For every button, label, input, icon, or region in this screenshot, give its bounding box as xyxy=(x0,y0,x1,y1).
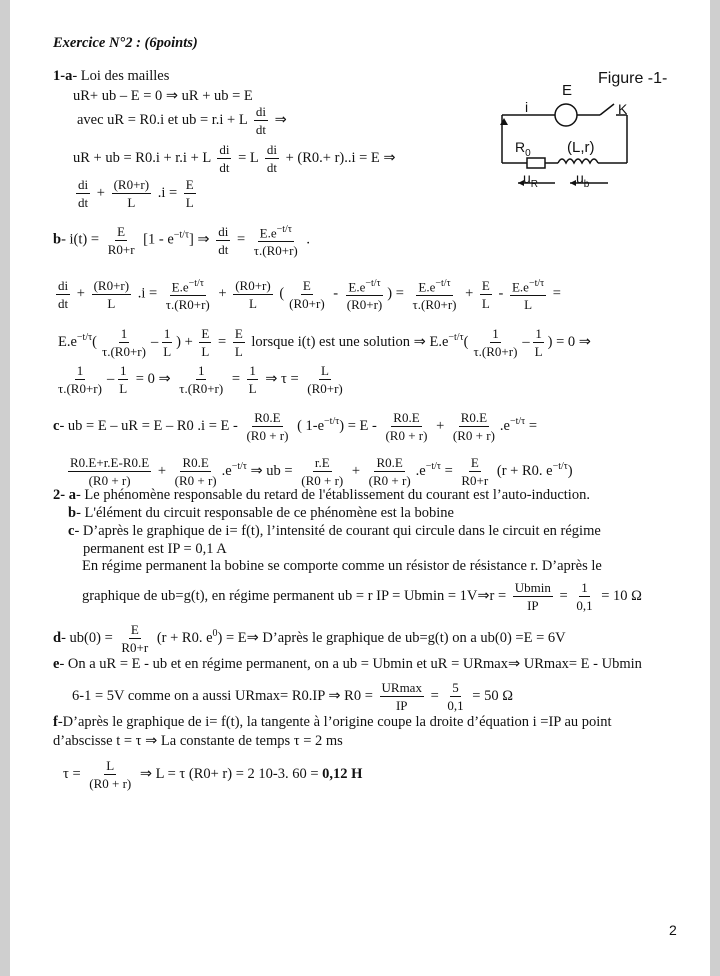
figure-R0: $R_0$ xyxy=(515,139,531,159)
figure-K: K xyxy=(618,101,628,117)
q2a-text: 2- a- Le phénomène responsable du retard de l'établissement du courant est l’auto-induction. xyxy=(53,487,590,503)
q1c-line1: c- ub = E – uR = E – R0 .i = E - $\frac{R0.E}{(R0 + r)}$ ( $1-e^{-t/\tau}) = E$ - $\frac{R0.E}{(R0 + r)}$ + $\frac{R0.E}{(R0 + r)}$ $.e^{-t/\tau}$ = xyxy=(53,410,537,443)
figure-E: E xyxy=(562,82,573,99)
q2c-text3: En régime permanent la bobine se comporte comme un résistor de résistance r. D’après le xyxy=(82,558,602,574)
q2f-formula: τ = $\frac{L}{(R0 + r)}$ ⇒ L = τ (R0+ r) = 2 10-3. 60 = 0,12 H xyxy=(63,758,363,791)
figure-label: Figure -1- xyxy=(598,70,668,87)
q2c-text1: c- D’après le graphique de i= f(t), l’intensité de courant qui circule dans le circuit en régime xyxy=(68,523,601,539)
q1b-line1: b- i(t) = $\frac{E}{R0+r}$ $[1 - e^{-t/\tau}]$ ⇒ $\frac{di}{dt}$ = $\frac{E.e^{-t/\tau}}{\tau.(R0+r)}$ . xyxy=(53,223,310,259)
q1a-line2: avec uR = R0.i et ub = r.i + L $\frac{di}{dt}$ ⇒ xyxy=(77,104,287,137)
q2e-line2: 6-1 = 5V comme on a aussi URmax= R0.IP ⇒ R0 = $\frac{URmax}{IP}$ = $\frac{5}{0,1}$ = 50 Ω xyxy=(72,680,513,713)
figure-ub: $u_b$ xyxy=(576,170,590,190)
q1a-line4: $\frac{di}{dt}$ + $\frac{(R0+r)}{L}$ .i = $\frac{E}{L}$ xyxy=(78,177,194,210)
figure-uR: $u_R$ xyxy=(523,170,539,190)
q2c-text2: permanent est IP = 0,1 A xyxy=(83,541,227,557)
q1a-line1: uR+ ub – E = 0 ⇒ uR + ub = E xyxy=(73,88,253,104)
page-number: 2 xyxy=(669,922,677,938)
q2b-text: b- L'élément du circuit responsable de ce phénomène est la bobine xyxy=(68,505,454,521)
q2e-text: e- On a uR = E - ub et en régime permanent, on a ub = Ubmin et uR = URmax⇒ URmax= E - Ubmin xyxy=(53,656,642,672)
q1b-line4: $\frac{1}{\tau.(R0+r)}$ – $\frac{1}{L}$ = 0 ⇒ $\frac{1}{\tau.(R0+r)}$ = $\frac{1}{L}$ ⇒ τ = $\frac{L}{(R0+r)}$ xyxy=(58,363,343,396)
document-page xyxy=(10,0,710,976)
figure-i: i xyxy=(525,99,529,115)
q1b-line2: $\frac{di}{dt}$ + $\frac{(R0+r)}{L}$ .i = $\frac{E.e^{-t/\tau}}{\tau.(R0+r)}$ + $\frac{(R0+r)}{L}$ ( $\frac{E}{(R0+r)}$ - $\frac{E.e^{-t/\tau}}{(R0+r)}$ ) = $\frac{E.e^{-t/\tau}}{\tau.(R0+r)}$ + $\frac{E}{L}$ - $\frac{E.e^{-t/\tau}}{L}$ = xyxy=(58,277,561,313)
q1a-heading: 1-a- Loi des mailles xyxy=(53,68,170,84)
q2f-text1: f-D’après le graphique de i= f(t), la tangente à l’origine coupe la droite d’équation i =IP au point xyxy=(53,714,612,730)
q2c-text4: graphique de ub=g(t), en régime permanent ub = r IP = Ubmin = 1V⇒r = $\frac{Ubmin}{IP}$ = $\frac{1}{0,1}$ = 10 Ω xyxy=(82,580,642,613)
q2f-text2: d’abscisse t = τ ⇒ La constante de temps τ = 2 ms xyxy=(53,733,343,749)
exercise-title: Exercice N°2 : (6points) xyxy=(53,35,198,51)
q2d-text: d- ub(0) = $\frac{E}{R0+r}$ (r + R0. $e^0$) = E⇒ D’après le graphique de ub=g(t) on a ub(0) =E = 6V xyxy=(53,622,566,655)
q1b-line3: $E.e^{-t/\tau}$( $\frac{1}{\tau.(R0+r)}$ – $\frac{1}{L}$ ) + $\frac{E}{L}$ = $\frac{E}{L}$ lorsque i(t) est une solution ⇒ $E.e^{-t/\tau}$( $\frac{1}{\tau.(R0+r)}$ – $\frac{1}{L}$ ) = 0 ⇒ xyxy=(58,326,591,359)
figure-coil: (L,r) xyxy=(567,139,595,156)
q1a-line3: uR + ub = R0.i + r.i + L $\frac{di}{dt}$ = L $\frac{di}{dt}$ + (R0.+ r)..i = E ⇒ xyxy=(73,142,396,175)
q1c-line2: $\frac{R0.E+r.E-R0.E}{(R0 + r)}$ + $\frac{R0.E}{(R0 + r)}$ $.e^{-t/\tau}$ ⇒ ub = $\frac{r.E}{(R0 + r)}$ + $\frac{R0.E}{(R0 + r)}$ $.e^{-t/\tau}$ = $\frac{E}{R0+r}$ (r + R0. $e^{-t/\tau}$) xyxy=(70,455,573,488)
